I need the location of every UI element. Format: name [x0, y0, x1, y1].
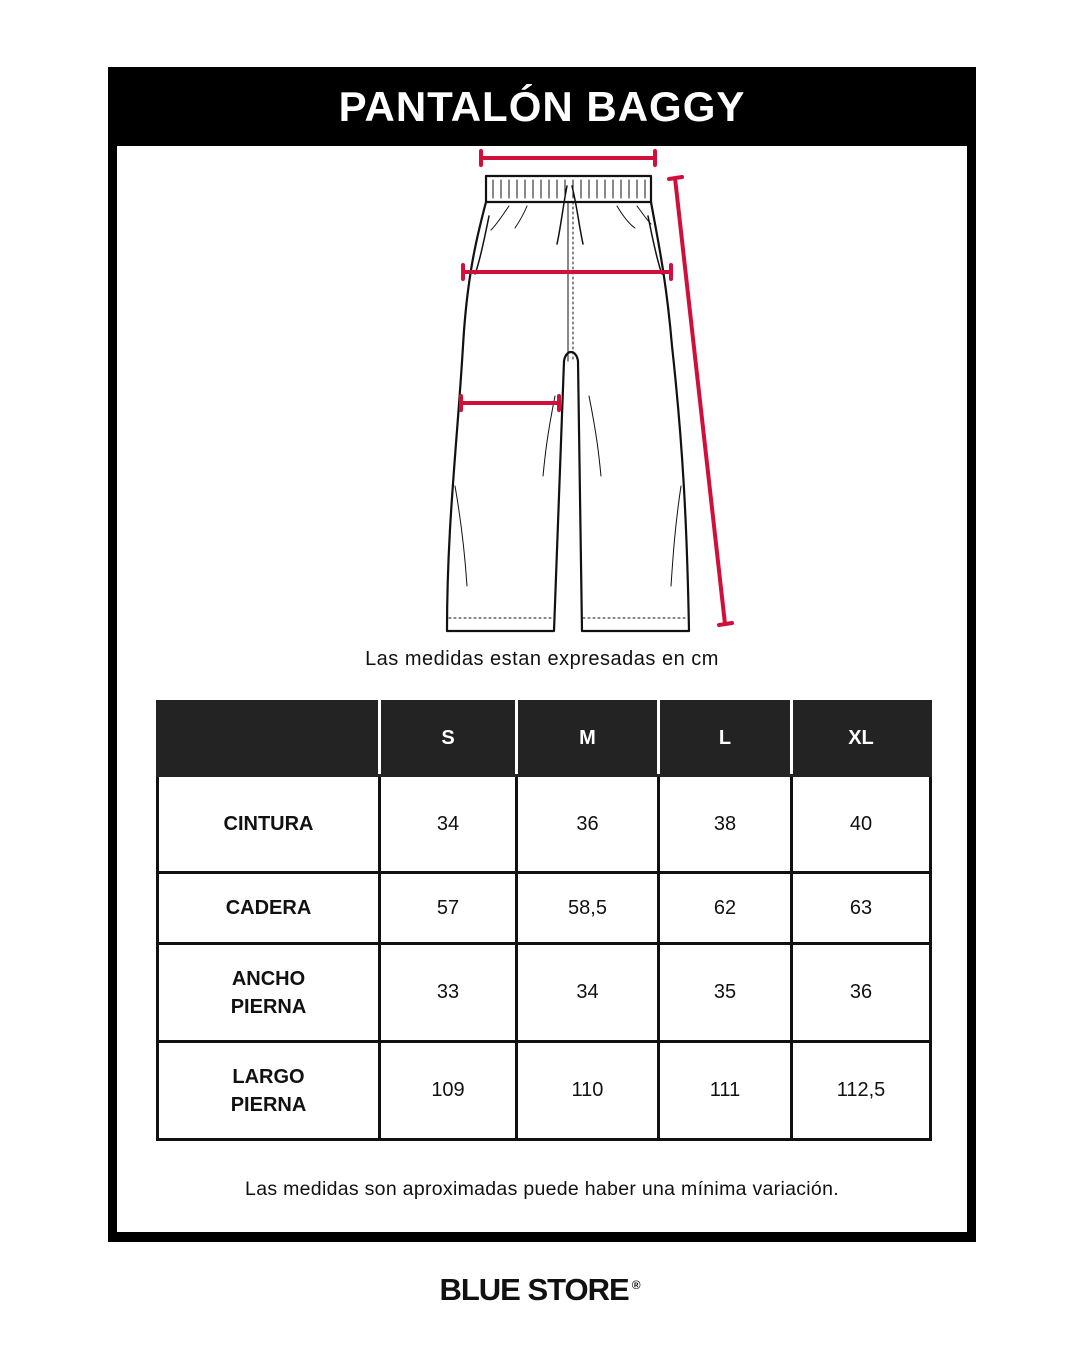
table-cell: 112,5 [792, 1042, 931, 1140]
table-cell: 111 [659, 1042, 792, 1140]
table-cell: 58,5 [517, 873, 659, 944]
table-cell: 38 [659, 776, 792, 873]
table-row [158, 776, 931, 873]
row-label: ANCHO PIERNA [158, 944, 380, 1042]
table-row [158, 944, 931, 1042]
table-cell: 40 [792, 776, 931, 873]
table-row [158, 873, 931, 944]
table-cell: 109 [380, 1042, 517, 1140]
brand-name: BLUE STORE [439, 1272, 629, 1307]
table-cell: 36 [517, 776, 659, 873]
table-cell: 110 [517, 1042, 659, 1140]
size-table [156, 700, 932, 1141]
table-cell: 57 [380, 873, 517, 944]
header-size-l: L [659, 702, 792, 776]
registered-mark: ® [631, 1277, 641, 1292]
table-cell: 33 [380, 944, 517, 1042]
pants-diagram [117, 146, 967, 646]
table-cell: 62 [659, 873, 792, 944]
table-cell: 35 [659, 944, 792, 1042]
footnote: Las medidas son aproximadas puede haber una mínima variación. [245, 1178, 839, 1200]
brand-logo [0, 1272, 1080, 1308]
table-cell: 36 [792, 944, 931, 1042]
table-cell: 63 [792, 873, 931, 944]
waist-measure [481, 151, 655, 165]
waistband [486, 176, 651, 202]
header-size-s: S [380, 702, 517, 776]
header-size-m: M [517, 702, 659, 776]
header-size-xl: XL [792, 702, 931, 776]
table-cell: 34 [517, 944, 659, 1042]
unit-note: Las medidas estan expresadas en cm [365, 648, 719, 670]
hip-measure [463, 265, 671, 279]
measure-lines [461, 151, 732, 625]
page-title: PANTALÓN BAGGY [338, 82, 746, 130]
row-label: CADERA [158, 873, 380, 944]
table-header-row [158, 702, 931, 776]
table-cell: 34 [380, 776, 517, 873]
row-label: CINTURA [158, 776, 380, 873]
table-row [158, 1042, 931, 1140]
leg-width-measure [461, 396, 559, 410]
header-empty [158, 702, 380, 776]
row-label: LARGO PIERNA [158, 1042, 380, 1140]
